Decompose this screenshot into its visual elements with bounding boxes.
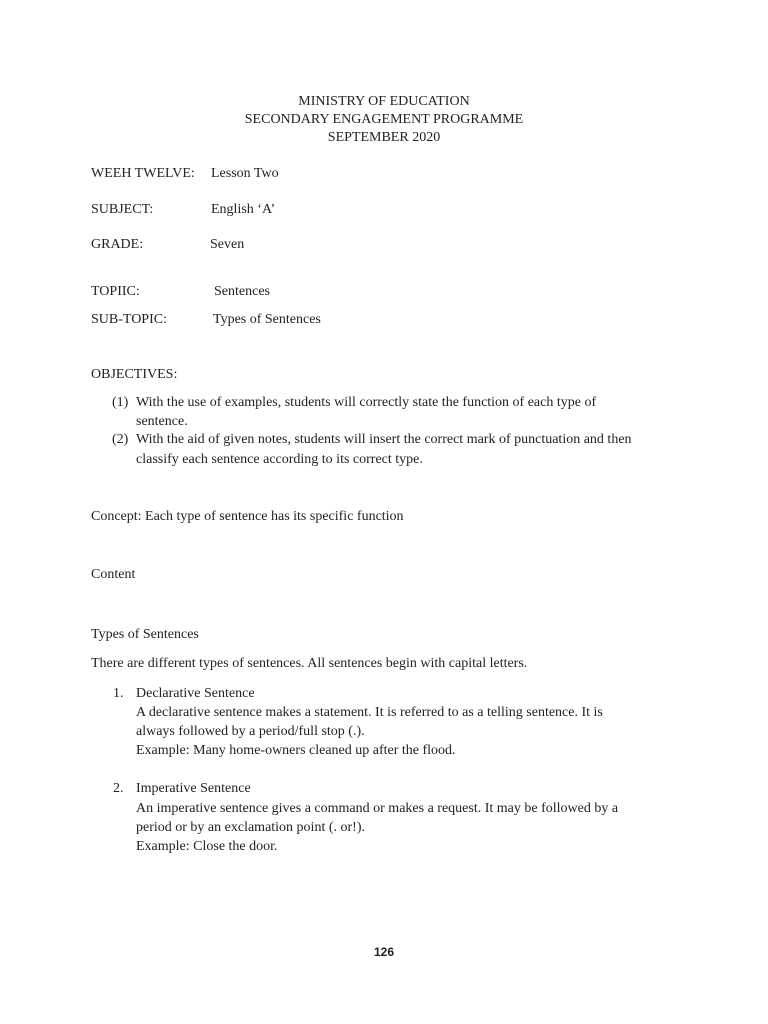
subtopic-value: Types of Sentences xyxy=(213,312,321,327)
sentence-type-description-line: period or by an exclamation point (. or!). xyxy=(136,820,365,835)
objective-text-line: sentence. xyxy=(136,414,188,429)
sentence-type-number: 2. xyxy=(113,781,124,796)
objective-text-line: With the aid of given notes, students will insert the correct mark of punctuation and then xyxy=(136,432,632,447)
objective-number: (1) xyxy=(112,395,129,410)
sentence-type-number: 1. xyxy=(113,686,124,701)
sentence-type-example: Example: Close the door. xyxy=(136,839,278,854)
types-heading: Types of Sentences xyxy=(91,627,199,642)
intro-text: There are different types of sentences. All sentences begin with capital letters. xyxy=(91,656,528,671)
topic-value: Sentences xyxy=(214,284,270,299)
subject-label: SUBJECT: xyxy=(91,202,154,217)
sentence-type-description-line: always followed by a period/full stop (.). xyxy=(136,724,365,739)
objective-text-line: With the use of examples, students will correctly state the function of each type of xyxy=(136,395,597,410)
subject-value: English ‘A’ xyxy=(211,202,276,217)
topic-label: TOPIIC: xyxy=(91,284,140,299)
header-ministry: MINISTRY OF EDUCATION xyxy=(298,94,470,109)
sentence-type-description-line: A declarative sentence makes a statement. It is referred to as a telling sentence. It is xyxy=(136,705,603,720)
sentence-type-example: Example: Many home-owners cleaned up after the flood. xyxy=(136,743,456,758)
header-programme: SECONDARY ENGAGEMENT PROGRAMME xyxy=(244,112,524,127)
page-number: 126 xyxy=(373,945,395,959)
sentence-type-title: Declarative Sentence xyxy=(136,686,255,701)
objective-text-line: classify each sentence according to its correct type. xyxy=(136,452,423,467)
sentence-type-description-line: An imperative sentence gives a command or makes a request. It may be followed by a xyxy=(136,801,619,816)
subtopic-label: SUB-TOPIC: xyxy=(91,312,167,327)
objective-number: (2) xyxy=(112,432,129,447)
grade-value: Seven xyxy=(210,237,245,252)
grade-label: GRADE: xyxy=(91,237,144,252)
objectives-heading: OBJECTIVES: xyxy=(91,367,178,382)
concept-text: Concept: Each type of sentence has its specific function xyxy=(91,509,404,524)
week-label: WEEH TWELVE: xyxy=(91,166,195,181)
content-heading: Content xyxy=(91,567,136,582)
week-value: Lesson Two xyxy=(211,166,279,181)
header-date: SEPTEMBER 2020 xyxy=(327,130,441,145)
sentence-type-title: Imperative Sentence xyxy=(136,781,251,796)
